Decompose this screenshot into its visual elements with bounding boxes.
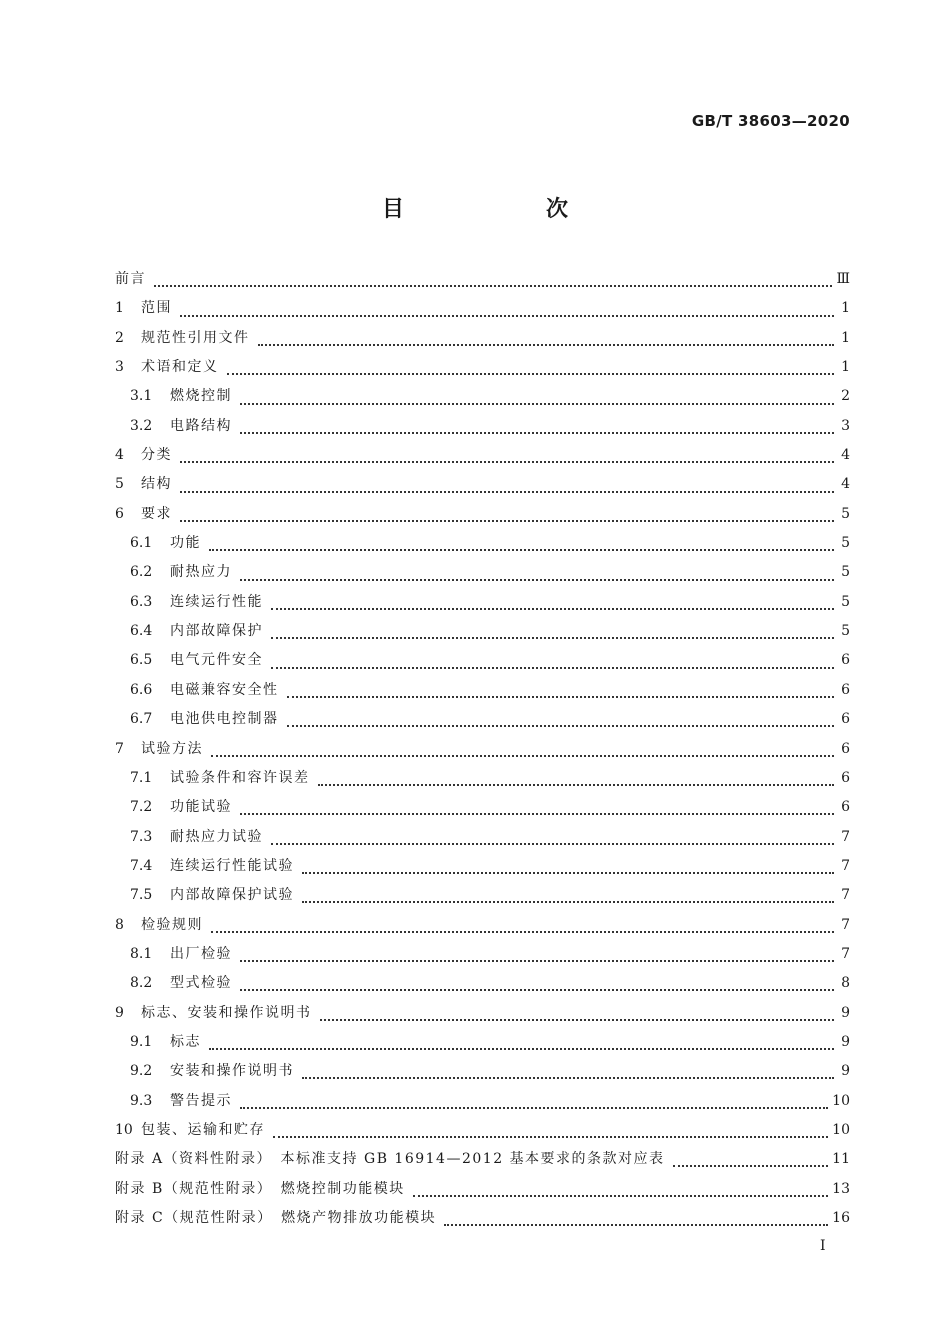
toc-entry[interactable] [115,1178,850,1207]
toc-leader-dots [180,460,834,463]
toc-entry[interactable] [115,649,850,678]
toc-entry[interactable] [115,972,850,1001]
toc-entry-number: 6.2 [130,564,153,581]
toc-entry-page: 3 [841,417,850,434]
toc-entry-page: 9 [841,1063,850,1080]
toc-leader-dots [180,519,834,522]
toc-entry-page: 9 [841,1004,850,1021]
toc-leader-dots [444,1223,828,1226]
toc-entry-number: 7.5 [130,887,153,904]
toc-entry-page: 7 [841,887,850,904]
toc-entry-title: 电气元件安全 [170,652,263,669]
toc-entry[interactable] [115,297,850,326]
toc-entry-number: 3 [115,359,124,376]
toc-leader-dots [209,1047,834,1050]
toc-entry[interactable] [115,1031,850,1060]
toc-entry-title: 内部故障保护 [170,623,263,640]
toc-leader-dots [302,900,834,903]
toc-entry-page: 13 [832,1180,850,1197]
toc-leader-dots [302,871,834,874]
toc-entry-number: 3.1 [130,388,153,405]
toc-entry-page: 5 [841,623,850,640]
toc-leader-dots [240,959,834,962]
toc-leader-dots [271,636,834,639]
toc-entry-title: 电磁兼容安全性 [170,681,279,698]
toc-entry-title: 出厂检验 [170,945,232,962]
toc-entry-number: 9.1 [130,1033,153,1050]
toc-entry-page: 10 [832,1092,850,1109]
toc-entry-page: 7 [841,945,850,962]
toc-entry[interactable] [115,1002,850,1031]
toc-entry-title: 附录 B（规范性附录） 燃烧控制功能模块 [115,1180,405,1197]
toc-leader-dots [240,402,834,405]
toc-entry-page: 10 [832,1121,850,1138]
toc-leader-dots [240,812,834,815]
toc-entry-title: 功能 [170,535,201,552]
toc-leader-dots [271,607,834,610]
toc-entry-page: 6 [841,652,850,669]
toc-entry-page: 5 [841,505,850,522]
toc-leader-dots [180,314,834,317]
toc-leader-dots [209,548,834,551]
toc-entry[interactable] [115,473,850,502]
toc-entry-number: 7 [115,740,124,757]
toc-entry[interactable] [115,444,850,473]
toc-entry-number: 9.3 [130,1092,153,1109]
toc-leader-dots [673,1164,829,1167]
toc-entry-page: Ⅲ [836,271,850,287]
toc-entry-page: 1 [841,359,850,376]
toc-entry-number: 8 [115,916,124,933]
toc-entry[interactable] [115,1148,850,1177]
toc-entry-number: 2 [115,329,124,346]
toc-entry-title: 规范性引用文件 [141,329,250,346]
toc-entry-title: 燃烧控制 [170,388,232,405]
toc-leader-dots [320,1018,835,1021]
toc-entry-title: 标志、安装和操作说明书 [141,1004,312,1021]
toc-entry-number: 3.2 [130,417,153,434]
toc-entry[interactable] [115,620,850,649]
toc-entry-title: 要求 [141,505,172,522]
toc-entry[interactable] [115,796,850,825]
toc-entry-page: 6 [841,711,850,728]
toc-entry-number: 8.1 [130,945,153,962]
toc-entry-title: 试验方法 [141,740,203,757]
toc-entry[interactable] [115,503,850,532]
toc-entry-number: 6 [115,505,124,522]
toc-entry-page: 1 [841,300,850,317]
toc-entry-page: 6 [841,681,850,698]
toc-leader-dots [258,343,835,346]
toc-entry-page: 5 [841,535,850,552]
toc-entry-title: 警告提示 [170,1092,232,1109]
toc-entry[interactable] [115,738,850,767]
toc-entry-page: 8 [841,975,850,992]
toc-entry[interactable] [115,1090,850,1119]
toc-entry-page: 7 [841,828,850,845]
toc-entry-title: 电池供电控制器 [170,711,279,728]
toc-leader-dots [273,1135,828,1138]
toc-entry-page: 6 [841,799,850,816]
toc-entry-number: 6.5 [130,652,153,669]
toc-leader-dots [180,490,834,493]
toc-leader-dots [240,431,834,434]
toc-entry-page: 6 [841,769,850,786]
toc-entry-page: 5 [841,564,850,581]
toc-leader-dots [211,930,834,933]
toc-entry-title: 电路结构 [170,417,232,434]
toc-entry-title: 附录 C（规范性附录） 燃烧产物排放功能模块 [115,1210,437,1226]
toc-entry-page: 1 [841,329,850,346]
toc-entry-page: 6 [841,740,850,757]
toc-entry-number: 7.1 [130,769,153,786]
toc-entry-page: 16 [832,1210,850,1226]
toc-entry-number: 6.6 [130,681,153,698]
toc-entry-number: 7.2 [130,799,153,816]
toc-entry[interactable] [115,708,850,737]
toc-entry-title: 前言 [115,271,146,287]
toc-entry[interactable] [115,1060,850,1089]
toc-entry-title: 耐热应力 [170,564,232,581]
toc-entry[interactable] [115,1119,850,1148]
toc-entry-title: 包装、运输和贮存 [141,1121,265,1138]
page-title: 目 次 [381,197,628,222]
toc-entry[interactable] [115,591,850,620]
toc-leader-dots [227,372,835,375]
toc-entry[interactable] [115,385,850,414]
toc-entry-number: 4 [115,447,124,464]
toc-entry-number: 10 [115,1121,133,1138]
toc-entry-page: 2 [841,388,850,405]
toc-entry-title: 分类 [141,447,172,464]
page-number: I [820,1238,826,1254]
toc-entry-title: 内部故障保护试验 [170,887,294,904]
toc-entry[interactable] [115,268,850,297]
toc-entry-number: 1 [115,300,124,317]
toc-entry-title: 检验规则 [141,916,203,933]
toc-leader-dots [240,1106,828,1109]
toc-entry-title: 型式检验 [170,975,232,992]
toc-entry[interactable] [115,884,850,913]
toc-entry-number: 6.4 [130,623,153,640]
toc-entry-page: 11 [832,1151,850,1168]
toc-leader-dots [240,578,834,581]
toc-leader-dots [413,1194,828,1197]
toc-leader-dots [240,988,834,991]
toc-entry-page: 5 [841,593,850,610]
toc-leader-dots [271,666,834,669]
toc-entry-title: 结构 [141,476,172,493]
toc-entry-title: 功能试验 [170,799,232,816]
toc-entry-number: 7.4 [130,857,153,874]
toc-entry[interactable] [115,356,850,385]
toc-entry-number: 9.2 [130,1063,153,1080]
toc-entry-number: 9 [115,1004,124,1021]
toc-entry[interactable] [115,679,850,708]
toc-entry[interactable] [115,914,850,943]
toc-entry[interactable] [115,943,850,972]
toc-entry[interactable] [115,532,850,561]
toc-entry[interactable] [115,327,850,356]
toc-leader-dots [318,783,835,786]
toc-entry-number: 6.7 [130,711,153,728]
standard-code: GB/T 38603—2020 [691,112,850,130]
toc-entry-page: 4 [841,447,850,464]
toc-entry[interactable] [115,561,850,590]
toc-entry-title: 附录 A（资料性附录） 本标准支持 GB 16914—2012 基本要求的条款对应表 [115,1151,665,1168]
toc-leader-dots [287,724,835,727]
toc-entry-page: 7 [841,857,850,874]
toc-entry[interactable] [115,767,850,796]
toc-leader-dots [287,695,835,698]
toc-entry[interactable] [115,855,850,884]
toc-entry-page: 7 [841,916,850,933]
toc-entry-title: 试验条件和容许误差 [170,769,310,786]
toc-entry-title: 安装和操作说明书 [170,1063,294,1080]
toc-entry-title: 标志 [170,1033,201,1050]
toc-entry-number: 7.3 [130,828,153,845]
toc-entry-number: 6.1 [130,535,153,552]
toc-entry-page: 4 [841,476,850,493]
toc-entry-number: 6.3 [130,593,153,610]
toc-entry-title: 范围 [141,300,172,317]
toc-entry[interactable] [115,415,850,444]
toc-entry-title: 耐热应力试验 [170,828,263,845]
toc-entry[interactable] [115,826,850,855]
toc-entry-title: 连续运行性能 [170,593,263,610]
toc-leader-dots [154,284,832,287]
toc-leader-dots [211,754,834,757]
toc-entry-title: 连续运行性能试验 [170,857,294,874]
toc-entry-number: 8.2 [130,975,153,992]
toc-leader-dots [302,1076,834,1079]
table-of-contents [115,268,850,1236]
toc-entry-page: 9 [841,1033,850,1050]
toc-entry[interactable] [115,1207,850,1236]
toc-entry-number: 5 [115,476,124,493]
toc-leader-dots [271,842,834,845]
toc-entry-title: 术语和定义 [141,359,219,376]
